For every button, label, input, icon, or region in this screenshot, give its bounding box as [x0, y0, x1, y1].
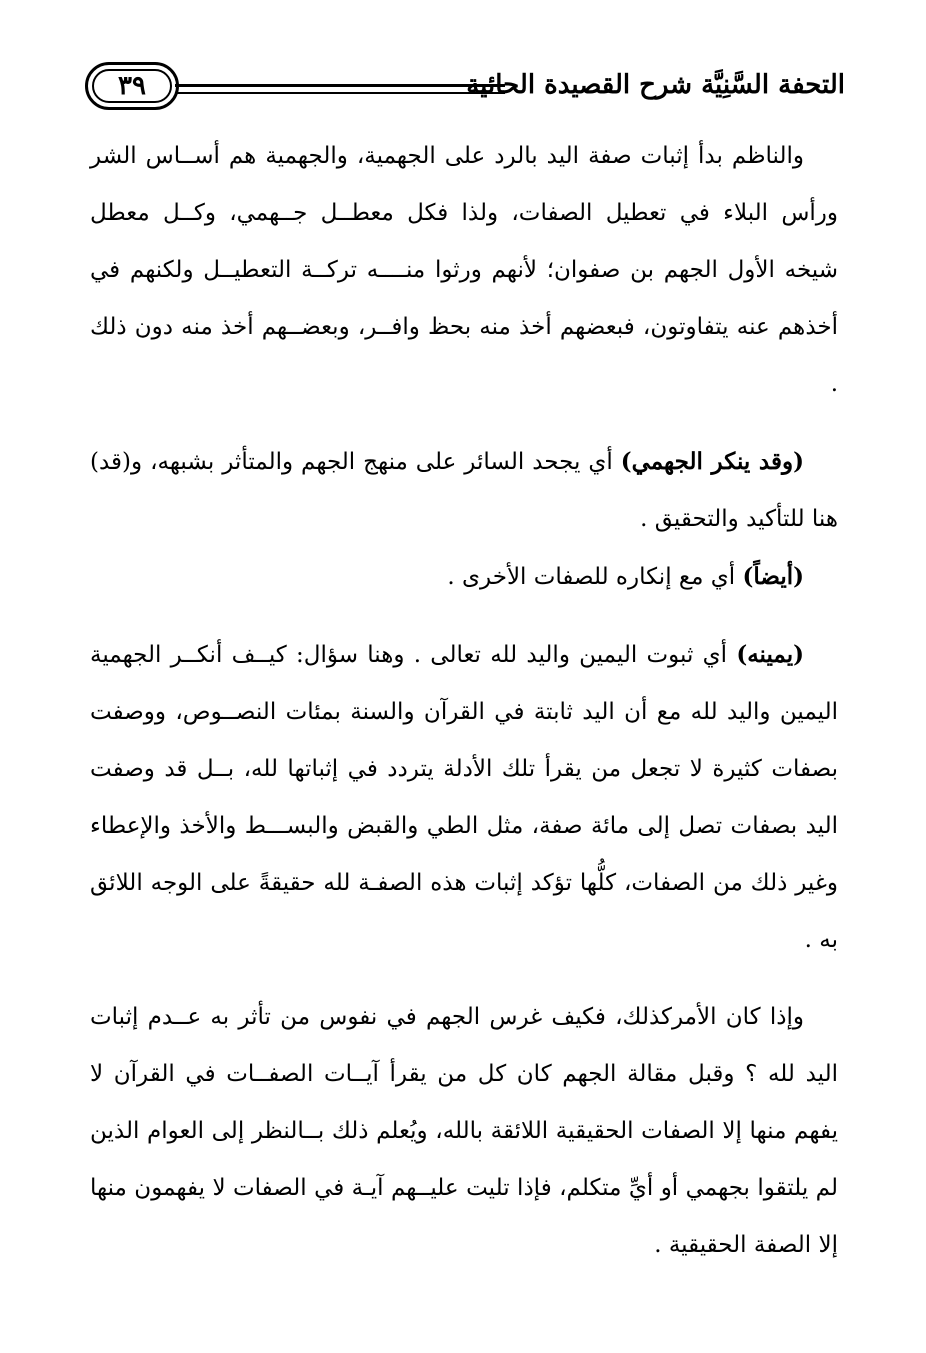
- header-rule: [175, 84, 505, 94]
- paragraph-text: وإذا كان الأمركذلك، فكيف غرس الجهم في نفوس من تأثر به عــدم إثبات اليد لله ؟ وقبل مقالة الجهم كان كل من يقرأ آيــات الصفــات في القرآن لا يفهم منها إلا الصفات الحقيقية اللائقة بالله، ويُعلم ذلك بــالنظر إلى العوام الذين لم يلتقوا بجهمي أو أيِّ متكلم، فإذا تليت عليــهم آيـة في الصفات لا يفهمون منها إلا الصفة الحقيقية .: [90, 1004, 838, 1258]
- paragraph: [90, 989, 838, 1274]
- paragraph-text: أي ثبوت اليمين واليد لله تعالى . وهنا سؤال: كيــف أنكــر الجهمية اليمين واليد لله مع أن اليد ثابتة في القرآن والسنة بمئات النصــوص، ووصفت بصفات كثيرة لا تجعل من يقرأ تلك الأدلة يتردد في إثباتها لله، بــل قد وصفت اليد بصفات تصل إلى مائة صفة، مثل الطي والقبض والبســـط والأخذ والإعطاء وغير ذلك من الصفات، كلُّها تؤكد إثبات هذه الصفـة لله حقيقةً على الوجه اللائق به .: [90, 642, 838, 953]
- page-body: [90, 128, 838, 1274]
- paragraph-text: أي يجحد السائر على منهج الجهم والمتأثر بشبهه، و(قد) هنا للتأكيد والتحقيق .: [90, 449, 838, 532]
- paragraph-text: أي مع إنكاره للصفات الأخرى .: [447, 564, 743, 590]
- paragraph: [90, 128, 838, 413]
- page-header: [85, 62, 845, 118]
- paragraph-lead: (أيضاً): [742, 563, 804, 590]
- paragraph-lead: (وقد ينكر الجهمي): [620, 448, 804, 475]
- page-number-badge: [85, 62, 179, 110]
- page-number: ٣٩: [118, 71, 146, 101]
- paragraph-text: والناظم بدأ إثبات صفة اليد بالرد على الجهمية، والجهمية هم أســاس الشر ورأس البلاء في تعطيل الصفات، ولذا فكل معطــل جــهمي، وكــل معطل شيخه الأول الجهم بن صفوان؛ لأنهم ورثوا منــــه تركــة التعطيــل ولكنهم في أخذهم عنه يتفاوتون، فبعضهم أخذ منه بحظ وافــر، وبعضــهم أخذ منه دون ذلك .: [90, 143, 838, 397]
- paragraph: [90, 626, 838, 969]
- paragraph-lead: (يمينه): [736, 641, 804, 668]
- paragraph: [90, 433, 838, 548]
- paragraph: [90, 548, 838, 606]
- book-title: التحفة السَّنِيَّة شرح القصيدة الحائية: [466, 70, 845, 100]
